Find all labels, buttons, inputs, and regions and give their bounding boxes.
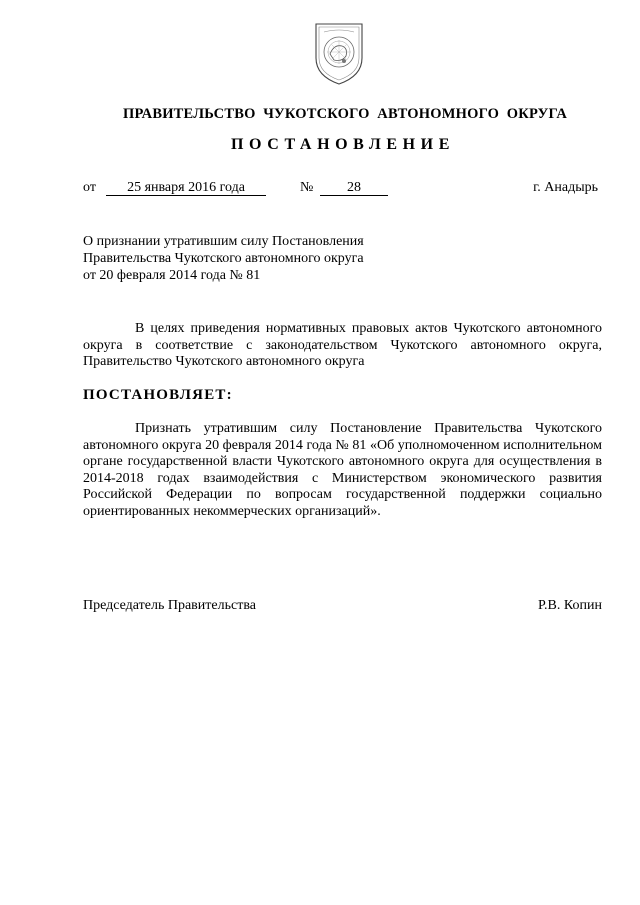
place-of-issue: г. Анадырь [533,180,598,195]
preamble-paragraph: В целях приведения нормативных правовых актов Чукотского автономного округа в соответствие с законодательством Чукотского автономного округа, Правительство Чукотского автономного округа [83,321,602,369]
signatory-position: Председатель Правительства [83,598,256,613]
document-subject [83,233,413,284]
resolves-heading: ПОСТАНОВЛЯЕТ: [83,387,233,403]
subject-line: от 20 февраля 2014 года № 81 [83,268,261,283]
document-number: 28 [320,180,388,196]
document-date: 25 января 2016 года [106,180,266,196]
subject-line: О признании утратившим силу Постановления [83,234,364,249]
document-type-heading: ПОСТАНОВЛЕНИЕ [231,136,455,153]
date-label: от [83,180,96,195]
number-label: № [300,180,314,195]
coat-of-arms-icon [312,18,366,88]
signatory-name: Р.В. Копин [538,598,602,613]
subject-line: Правительства Чукотского автономного округа [83,251,364,266]
resolution-paragraph: Признать утратившим силу Постановление Правительства Чукотского автономного округа 20 февраля 2014 года № 81 «Об уполномоченном исполнительном органе государственной власти Чукотского автономного округа для осуществления в 2014-2018 годах взаимодействия с Министерством экономического развития Российской Федерации по вопросам государственной поддержки социально ориентированных некоммерческих организаций». [83,421,602,519]
government-title: ПРАВИТЕЛЬСТВО ЧУКОТСКОГО АВТОНОМНОГО ОКРУГА [122,106,568,122]
